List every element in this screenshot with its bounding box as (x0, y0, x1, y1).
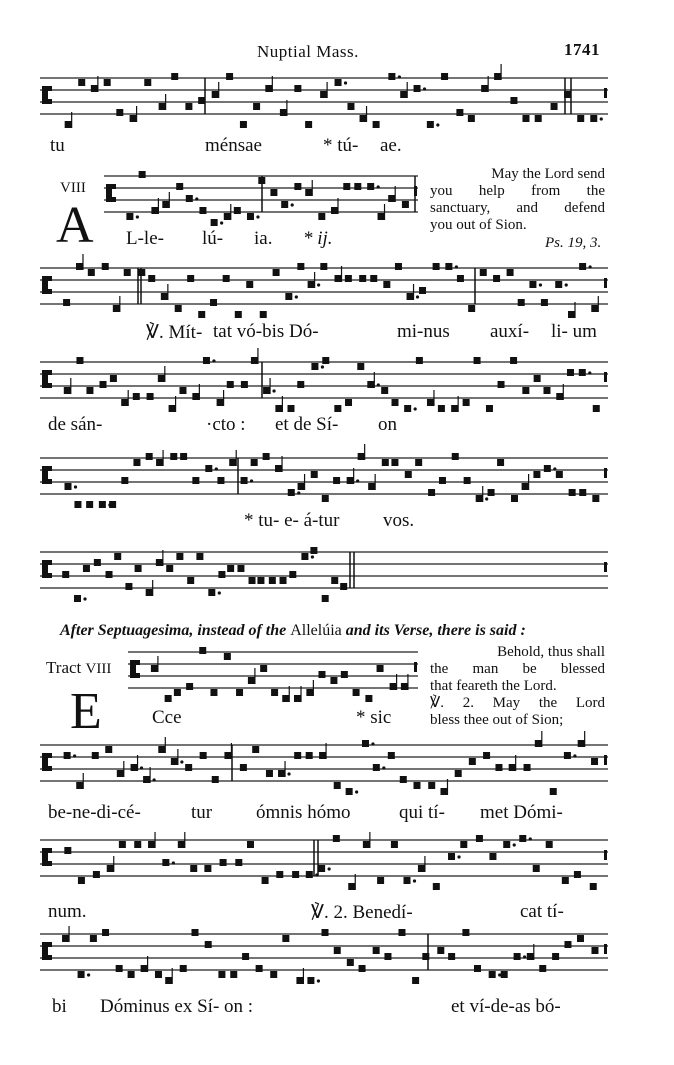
translation-line: May the Lord send (491, 166, 605, 182)
lyric-ia: ia. (254, 228, 273, 249)
tract-initial: E (70, 683, 102, 740)
lyric-tat-vobis-do: tat vó-bis Dó- (213, 321, 319, 342)
lyric-vos: vos. (383, 510, 415, 531)
lyric-tur: tur (191, 802, 213, 823)
alleluia-mode: VIII (60, 180, 86, 196)
lyric-qui-ti: qui tí- (399, 802, 445, 823)
lyric-alle: L-le- (126, 228, 164, 249)
running-title: Nuptial Mass. (257, 42, 359, 61)
lyric-num: num. (48, 901, 87, 922)
lyric-cto: ·cto : (206, 414, 246, 435)
lyric-dominus-ex-sion: Dóminus ex Sí- on : (100, 996, 254, 1017)
lyric-et-videas-bo: et ví-de-as bó- (451, 996, 561, 1017)
lyric-mittat: ℣. Mít- (146, 322, 203, 343)
lyric-cce: Cce (152, 707, 182, 728)
lyric-de-san: de sán- (48, 414, 103, 435)
lyric-auxi: auxí- (490, 321, 530, 342)
tract-word: Tract (46, 658, 82, 677)
psalm-reference: Ps. 19, 3. (545, 235, 602, 251)
translation-line: the man be blessed (430, 661, 605, 677)
lyric-bi: bi (52, 996, 67, 1017)
translation-line: you out of Sion. (430, 217, 527, 233)
translation-line: Behold, thus shall (497, 644, 605, 660)
lyric-sic: * sic (356, 707, 392, 728)
lyric-lu: lú- (202, 228, 224, 249)
lyric-mensae: ménsae (205, 135, 262, 156)
alleluia-initial: A (56, 197, 94, 254)
lyric-minus: mi-nus (397, 321, 450, 342)
translation-line: you help from the (430, 183, 605, 199)
lyric-tu-asterisk: * tú- (323, 135, 359, 156)
lyric-on: on (378, 414, 397, 435)
translation-line: that feareth the Lord. (430, 678, 557, 694)
lyric-et-de-si: et de Sí- (275, 414, 339, 435)
translation-line: ℣. 2. May the Lord (430, 695, 605, 711)
rubric-word: Allelúia (290, 622, 342, 639)
lyric-omnis-homo: ómnis hómo (256, 802, 351, 823)
lyric-ij: * ij. (303, 228, 333, 249)
page-number: 1741 (564, 40, 600, 59)
translation-line: sanctuary, and defend (430, 200, 605, 216)
lyric-cat-ti: cat tí- (520, 901, 564, 922)
lyric-met-domi: met Dómi- (480, 802, 563, 823)
tract-mode: VIII (85, 661, 112, 677)
translation-line: bless thee out of Sion; (430, 712, 564, 728)
lyric-ae: ae. (380, 135, 402, 156)
lyric-tueatur: * tu- e- á-tur (244, 510, 340, 531)
lyric-tu: tu (50, 135, 65, 156)
lyric-benedicetur: be-ne-di-cé- (48, 802, 141, 823)
rubric-part2: and its Verse, there is said : (345, 622, 526, 639)
lyric-lium: li- um (551, 321, 597, 342)
lyric-benedi: ℣. 2. Benedí- (311, 902, 413, 923)
rubric-part1: After Septuagesima, instead of the (60, 622, 287, 639)
